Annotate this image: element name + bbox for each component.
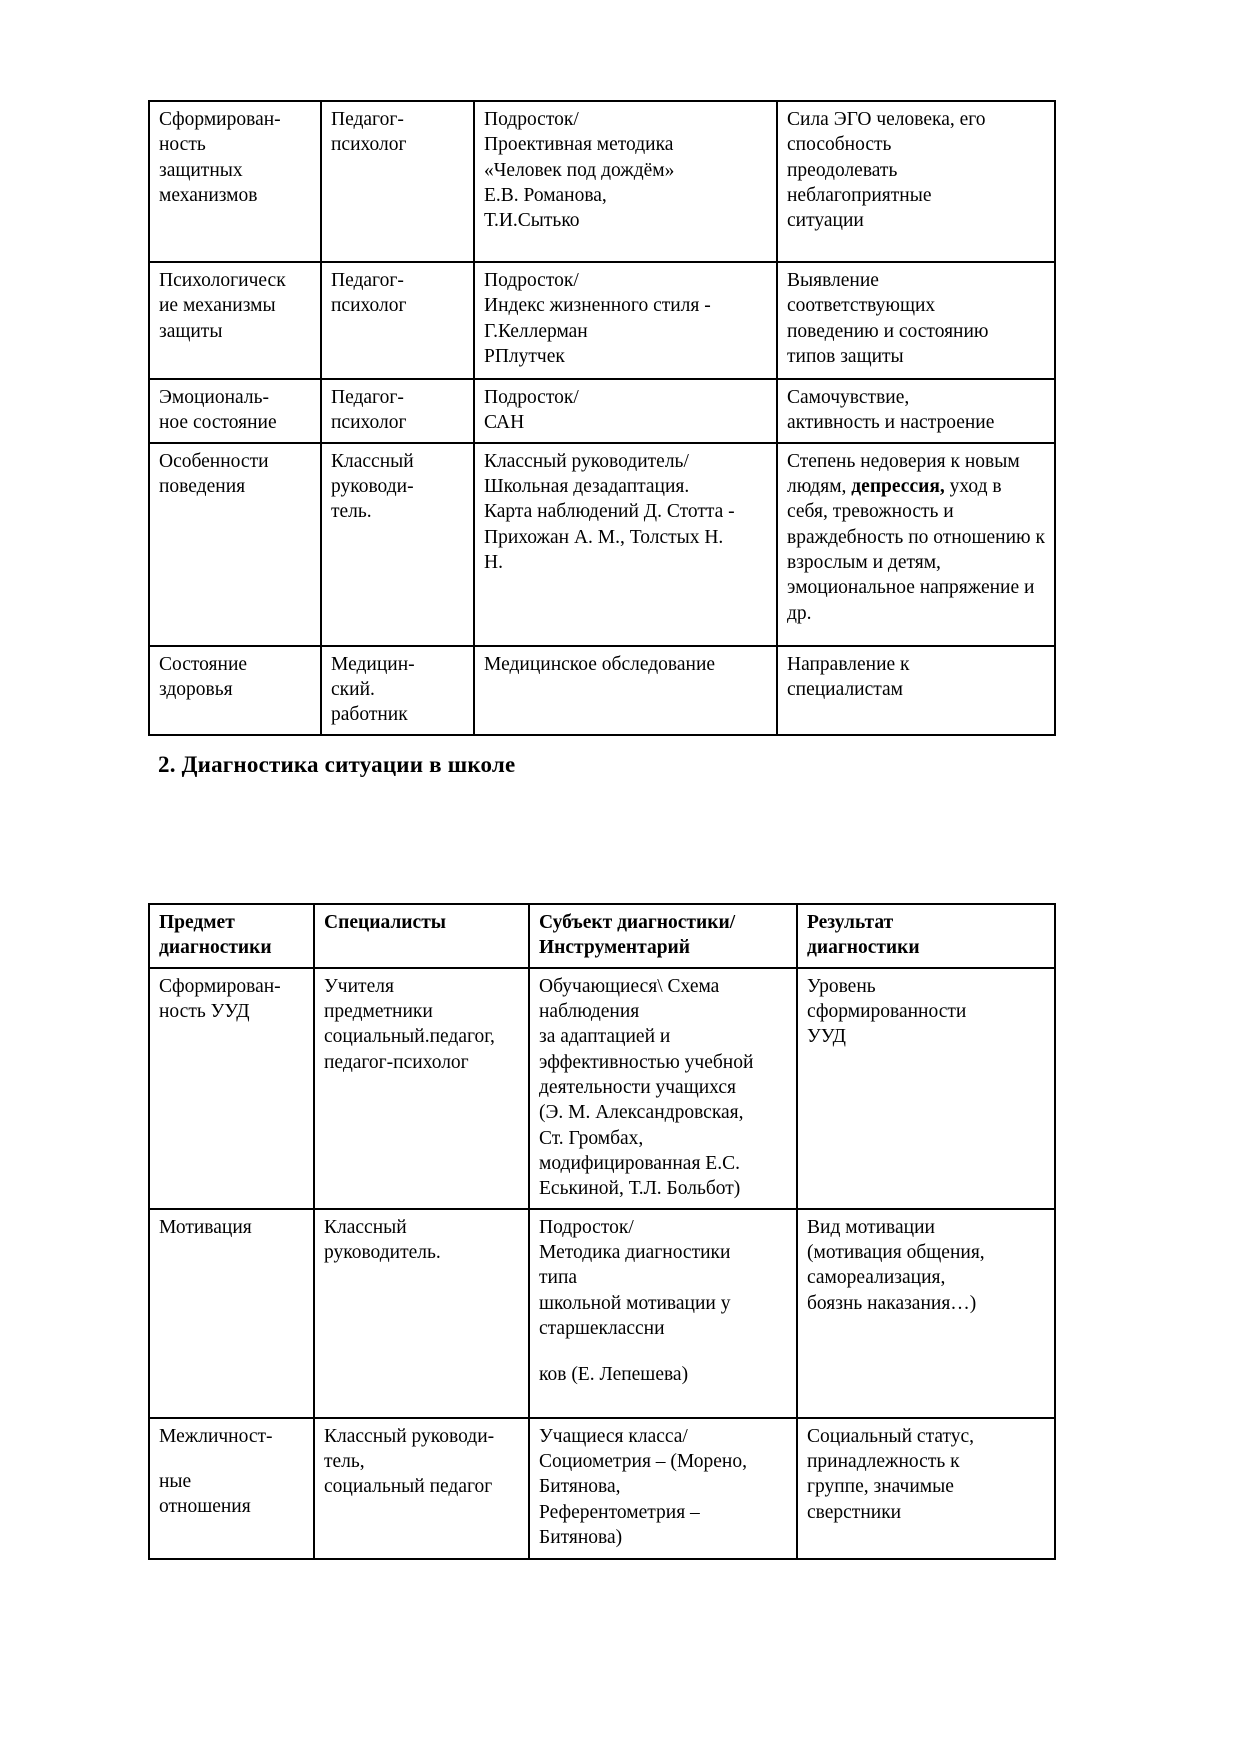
cell-specialists xyxy=(321,379,474,443)
text-line: Уровень xyxy=(807,975,876,997)
text-line: психолог xyxy=(331,412,407,434)
result-text-prefix: Степень недоверия к новым людям, xyxy=(787,450,1020,498)
text-line: руководитель. xyxy=(324,1242,441,1264)
column-header-instrument xyxy=(529,904,797,968)
column-header-subject xyxy=(149,904,314,968)
text-line: неблагоприятные xyxy=(787,185,932,207)
cell-subject xyxy=(149,101,321,262)
text-line: тель. xyxy=(331,501,372,523)
text-line: ность xyxy=(159,134,206,156)
table-row xyxy=(149,101,1055,262)
table-row xyxy=(149,262,1055,379)
text-line: Методика диагностики xyxy=(539,1242,731,1264)
text-line: тель, xyxy=(324,1451,365,1473)
text-line: Педагог- xyxy=(331,109,404,130)
cell-subject xyxy=(149,262,321,379)
cell-instrument xyxy=(474,101,777,262)
text-line: поведения xyxy=(159,476,246,498)
text-line: поведению и состоянию xyxy=(787,320,989,342)
table-row xyxy=(149,1209,1055,1418)
cell-specialists xyxy=(314,968,529,1209)
text-line: Особенности xyxy=(159,450,269,472)
text-line: Специалисты xyxy=(324,912,446,933)
text-line: Прихожан А. М., Толстых Н. xyxy=(484,526,724,548)
text-line: Классный руководитель/ xyxy=(484,450,689,472)
text-line: Ст. Громбах, xyxy=(539,1127,644,1149)
text-line: типа xyxy=(539,1267,578,1289)
table-row xyxy=(149,968,1055,1209)
text-line: Г.Келлерман xyxy=(484,320,588,342)
text-line: Еськиной, Т.Л. Больбот) xyxy=(539,1178,741,1200)
text-line: САН xyxy=(484,412,525,434)
text-line: Т.И.Сытько xyxy=(484,210,580,232)
cell-instrument xyxy=(529,1209,797,1418)
cell-result xyxy=(777,443,1055,646)
cell-subject xyxy=(149,1209,314,1418)
text-line: Медицинское обследование xyxy=(484,653,716,675)
text-line: ные xyxy=(159,1471,192,1493)
text-line: старшеклассни xyxy=(539,1318,665,1340)
text-line: деятельности учащихся xyxy=(539,1077,736,1099)
text-line: защитных xyxy=(159,159,243,181)
text-line: Классный xyxy=(331,450,414,472)
text-line: Предмет xyxy=(159,912,235,933)
text-line: механизмов xyxy=(159,185,258,207)
text-line: модифицированная Е.С. xyxy=(539,1153,740,1175)
text-line: предметники xyxy=(324,1001,433,1023)
cell-instrument xyxy=(474,379,777,443)
text-line: Субъект диагностики/ xyxy=(539,912,736,933)
text-line: Социометрия – (Морено, xyxy=(539,1451,747,1473)
cell-result xyxy=(777,101,1055,262)
text-line: за адаптацией и xyxy=(539,1026,671,1048)
text-line: (мотивация общения, xyxy=(807,1242,985,1264)
text-line: активность и настроение xyxy=(787,412,995,434)
text-line: наблюдения xyxy=(539,1001,640,1023)
text-line: Подросток/ xyxy=(484,387,579,408)
text-line: группе, значимые xyxy=(807,1476,954,1498)
text-line: «Человек под дождём» xyxy=(484,159,675,181)
cell-result xyxy=(797,1418,1055,1559)
text-line: диагностики xyxy=(159,937,272,959)
text-line: диагностики xyxy=(807,937,920,959)
text-line: Направление к xyxy=(787,653,910,675)
text-line: социальный.педагог, xyxy=(324,1026,495,1048)
text-line: Психологическ xyxy=(159,270,286,291)
text-line: Школьная дезадаптация. xyxy=(484,476,690,498)
section-heading: 2. Диагностика ситуации в школе xyxy=(158,752,516,777)
text-line: руководи- xyxy=(331,476,414,498)
text-line: Сформирован- xyxy=(159,109,281,130)
text-line: Педагог- xyxy=(331,270,404,291)
table-header-row xyxy=(149,904,1055,968)
text-line: Социальный статус, xyxy=(807,1425,975,1447)
text-line: ский. xyxy=(331,679,375,701)
text-line: ков (Е. Лепешева) xyxy=(539,1363,689,1385)
text-line: РПлутчек xyxy=(484,346,565,368)
result-text-emphasis: депрессия, xyxy=(851,476,945,498)
text-line: Карта наблюдений Д. Стотта - xyxy=(484,501,735,523)
text-line: ность УУД xyxy=(159,1001,250,1023)
text-line: Битянова) xyxy=(539,1527,623,1549)
text-line: Инструментарий xyxy=(539,937,691,959)
cell-instrument xyxy=(529,968,797,1209)
cell-specialists xyxy=(314,1209,529,1418)
text-line: Обучающиеся\ Схема xyxy=(539,975,720,997)
text-line: сверстники xyxy=(807,1501,902,1523)
table-row xyxy=(149,443,1055,646)
text-line: ие механизмы xyxy=(159,295,276,317)
cell-subject xyxy=(149,379,321,443)
cell-result xyxy=(777,379,1055,443)
text-line: Результат xyxy=(807,912,894,933)
text-line: Эмоциональ- xyxy=(159,387,269,408)
text-line: Битянова, xyxy=(539,1476,621,1498)
text-line: Классный руководи- xyxy=(324,1425,495,1447)
text-line: самореализация, xyxy=(807,1267,946,1289)
text-line: Е.В. Романова, xyxy=(484,185,607,207)
text-line: боязнь наказания…) xyxy=(807,1292,977,1314)
cell-instrument xyxy=(474,262,777,379)
text-line: сформированности xyxy=(807,1001,967,1023)
text-line: защиты xyxy=(159,320,223,342)
text-line: Сформирован- xyxy=(159,975,281,997)
text-line: Подросток/ xyxy=(484,109,579,130)
diagnostics-school-table xyxy=(148,903,1056,1560)
text-line: педагог-психолог xyxy=(324,1051,469,1073)
text-line: Педагог- xyxy=(331,387,404,408)
cell-result xyxy=(797,968,1055,1209)
text-line: ное состояние xyxy=(159,412,277,434)
table-row xyxy=(149,379,1055,443)
text-line: Выявление xyxy=(787,270,879,291)
cell-instrument xyxy=(474,646,777,735)
cell-subject xyxy=(149,443,321,646)
cell-specialists xyxy=(321,443,474,646)
text-line: Н. xyxy=(484,552,503,574)
text-line: преодолевать xyxy=(787,159,898,181)
cell-subject xyxy=(149,968,314,1209)
text-line: УУД xyxy=(807,1026,846,1048)
text-line: принадлежность к xyxy=(807,1451,960,1473)
text-line: Подросток/ xyxy=(484,270,579,291)
text-line: Мотивация xyxy=(159,1216,252,1238)
cell-result xyxy=(777,262,1055,379)
cell-specialists xyxy=(321,262,474,379)
text-line: Вид мотивации xyxy=(807,1216,935,1238)
text-line: Состояние xyxy=(159,653,248,675)
text-line: школьной мотивации у xyxy=(539,1292,731,1314)
text-line: Учителя xyxy=(324,975,394,997)
text-line: Межличност- xyxy=(159,1425,273,1447)
text-line: соответствующих xyxy=(787,295,936,317)
text-line: Классный xyxy=(324,1216,407,1238)
text-line: способность xyxy=(787,134,892,156)
text-line: Сила ЭГО человека, его xyxy=(787,109,986,130)
cell-specialists xyxy=(321,101,474,262)
text-line: социальный педагог xyxy=(324,1476,493,1498)
diagnostics-personality-table xyxy=(148,100,1056,736)
table-row xyxy=(149,1418,1055,1559)
text-line: отношения xyxy=(159,1496,251,1518)
cell-subject xyxy=(149,1418,314,1559)
text-line: Медицин- xyxy=(331,653,415,675)
cell-specialists xyxy=(321,646,474,735)
text-line-blank xyxy=(159,1449,306,1469)
text-line: Самочувствие, xyxy=(787,387,910,408)
text-line: Учащиеся класса/ xyxy=(539,1425,688,1447)
text-line: типов защиты xyxy=(787,346,904,368)
text-line-blank xyxy=(539,1342,789,1362)
result-text-suffix: уход в себя, тревожность и враждебность по отношению к взрослым и детям, эмоциональное напряжение и др. xyxy=(787,476,1045,624)
text-line: эффективностью учебной xyxy=(539,1051,754,1073)
cell-result xyxy=(797,1209,1055,1418)
text-line: (Э. М. Александровская, xyxy=(539,1102,744,1124)
text-line: здоровья xyxy=(159,679,233,701)
text-line: работник xyxy=(331,704,408,726)
text-line: Индекс жизненного стиля - xyxy=(484,295,711,317)
cell-subject xyxy=(149,646,321,735)
cell-result xyxy=(777,646,1055,735)
text-line: специалистам xyxy=(787,679,904,701)
cell-instrument xyxy=(529,1418,797,1559)
text-line: психолог xyxy=(331,295,407,317)
column-header-result xyxy=(797,904,1055,968)
column-header-specialists xyxy=(314,904,529,968)
text-line: Подросток/ xyxy=(539,1216,634,1238)
text-line: Референтометрия – xyxy=(539,1501,700,1523)
text-line: ситуации xyxy=(787,210,864,232)
text-line: Проективная методика xyxy=(484,134,674,156)
cell-instrument xyxy=(474,443,777,646)
text-line: психолог xyxy=(331,134,407,156)
cell-specialists xyxy=(314,1418,529,1559)
table-row xyxy=(149,646,1055,735)
